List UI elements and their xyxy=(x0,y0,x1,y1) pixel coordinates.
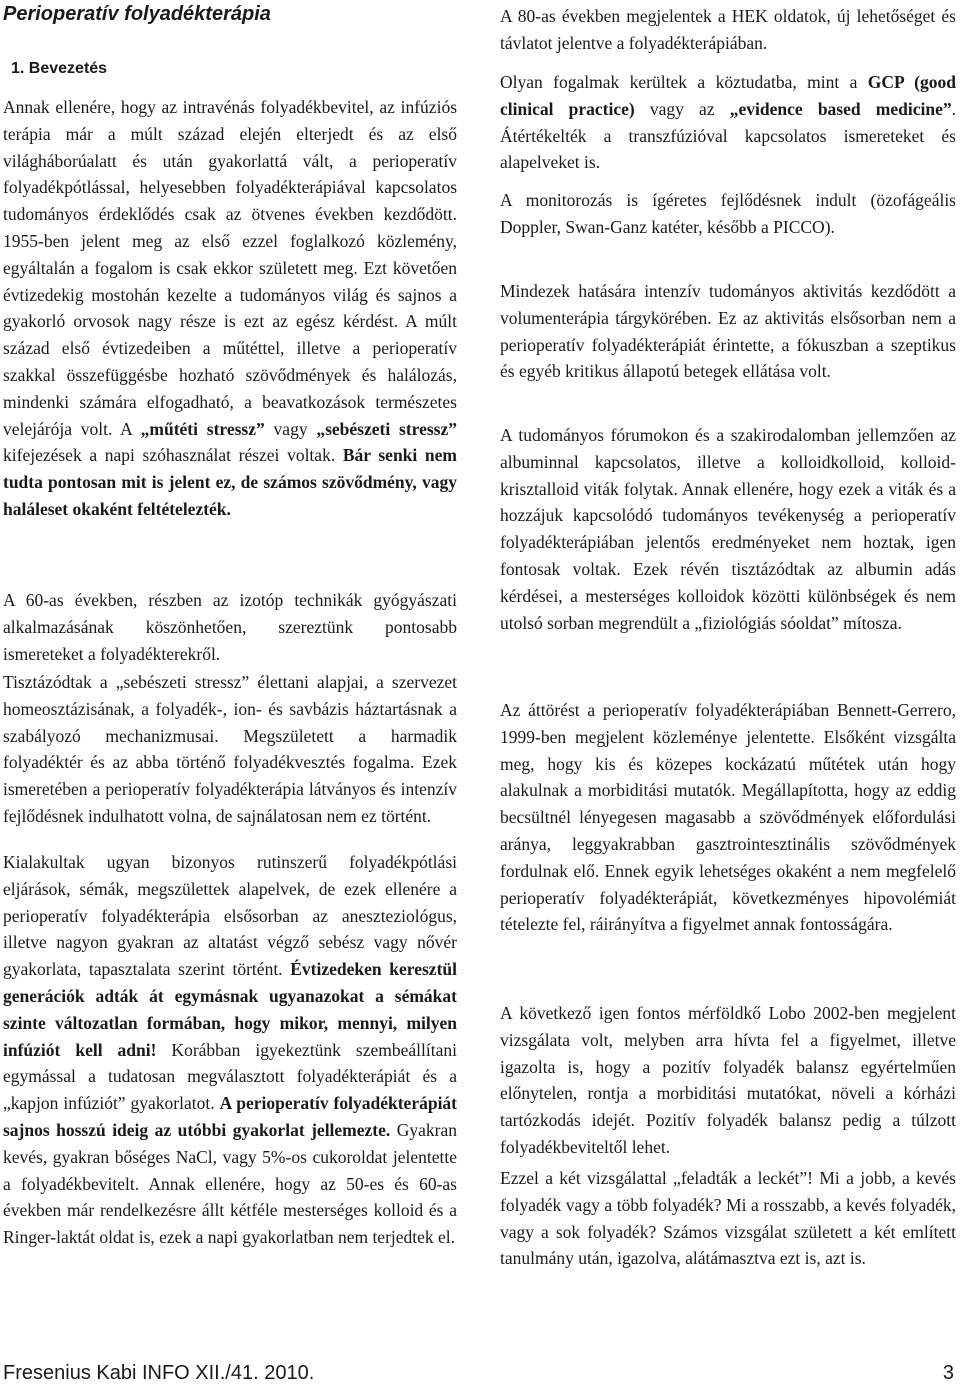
paragraph-conclusion: Ezzel a két vizsgálattal „feladták a leckét”! Mi a jobb, a kevés folyadék vagy a több folyadék? Mi a rosszabb, a kevés folyadék, vagy a sok folyadék? Számos vizsgálat született a két említett tanulmány után, igazolva, alátámasztva ezt is, azt is. xyxy=(500,1168,956,1269)
text-run: Korábban igyekeztünk szembeállítani egymással a tudatosan megválasztott folyadékterápiát és a „kapjon infúziót” gyakorlatot. xyxy=(3,1039,457,1114)
page-title: Perioperatív folyadékterápia xyxy=(3,3,271,25)
text-run: GCP (good clinical practice) xyxy=(500,72,956,119)
section-heading: 1. Bevezetés xyxy=(11,60,108,77)
paragraph-albumin: A tudományos fórumokon és a szakirodalomban jellemzően az albuminnal kapcsolatos, illetve a kolloidkolloid, kolloid-krisztalloid viták folytak. Annak ellenére, hogy ezek a viták és a hozzájuk kapcsolódó tudományos tevékenység a perioperatív folyadékterápiában jelentős eredményeket nem hoztak, igen fontosak voltak. Ezek révén tisztázódtak az albumin adás kérdései, a mesterséges kolloidok közötti különbségek és nem utolsó sorban megrendült a „fiziológiás sóoldat” mítosza. xyxy=(500,425,956,633)
text-run: Bár senki nem tudta pontosan mit is jelent ez, de számos szövődmény, vagy haláleset okaként feltételezték. xyxy=(3,445,457,519)
text-run: Évtizedeken keresztül generációk adták át egymásnak ugyanazokat a sémákat szinte változatlan formában, hogy mikor, mennyi, milyen infúziót kell adni! xyxy=(3,959,458,1060)
paragraph-gcp xyxy=(500,69,956,176)
paragraph-60s: A 60-as években, részben az izotóp technikák gyógyászati alkalmazásának köszönhetően, szereztünk pontosabb ismereteket a folyadékterekről. xyxy=(3,590,457,664)
text-run: Kialakultak ugyan bizonyos rutinszerű folyadékpótlási eljárások, sémák, megszülettek alapelvek, de ezek ellenére a perioperatív folyadékterápia elsősorban az aneszteziológus, illetve nagyon gyakran az altatást végző sebész vagy nővér gyakorlata, tapasztalata szerint történt. xyxy=(3,852,457,980)
text-run: vagy az xyxy=(634,98,730,119)
text-run: kifejezések a napi szóhasználat részei voltak. xyxy=(3,445,343,466)
text-run: „evidence based medicine” xyxy=(729,98,952,119)
footer-publication: Fresenius Kabi INFO XII./41. 2010. xyxy=(3,1362,315,1384)
paragraph-hek: A 80-as években megjelentek a HEK oldatok, új lehetőséget és távlatot jelentve a folyadékterápiában. xyxy=(500,6,956,53)
paragraph-volume-therapy: Mindezek hatására intenzív tudományos aktivitás kezdődött a volumenterápia tárgykörében. Ez az aktivitás elsősorban nem a perioperatív folyadékterápiát érintette, a fókuszban a szeptikus és egyéb kritikus állapotú betegek ellátása volt. xyxy=(500,281,956,382)
paragraph-bennett-gerrero: Az áttörést a perioperatív folyadékterápiában Bennett-Gerrero, 1999-ben megjelent közleménye jelentette. Elsőként vizsgálta meg, hogy kis és közepes kockázatú műtétek után hogy alakulnak a morbiditási mutatók. Megállapította, hogy az eddig becsültnél lényegesen magasabb a szövődmények előfordulási aránya, leggyakrabban gasztrointesztinális szövődmények fordulnak elő. Ennek egyik lehetséges okaként a nem megfelelő perioperatív folyadékterápiát, következményes hipovolémiát tételezte fel, ráirányítva a figyelmet annak fontosságára. xyxy=(500,700,956,935)
paragraph-lobo: A következő igen fontos mérföldkő Lobo 2002-ben megjelent vizsgálata volt, melyben arra hívta fel a figyelmet, illetve igazolta is, hogy a pozitív folyadék balansz egyértelműen előnytelen, rontja a morbiditási mutatókat, növeli a kórházi tartózkodás idejét. Pozitív folyadék balansz pedig a túlzott folyadékbeviteltől lehet. xyxy=(500,1003,956,1157)
text-run: Annak ellenére, hogy az intravénás folyadékbevitel, az infúziós terápia már a múlt század elején elterjedt és az első világháborúalatt és után gyakorlattá vált, a perioperatív folyadékpótlással, helyesebben folyadékterápiával kapcsolatos tudományos érdeklődés csak az ötvenes években kezdődött. 1955-ben jelent meg az első ezzel foglalkozó közlemény, egyáltalán a fogalom is csak ekkor született meg. Ezt követően évtizedekig mostohán kezelte a tudományos világ és sajnos a gyakorló orvosok nagy része is ezt az egész kérdést. A múlt század első évtizedeiben a műtéttel, illetve a perioperatív szakkal összefüggésbe hozható szövődmények és halálozás, mindenki számára elfogadható, a beavatkozások természetes velejárója volt. A xyxy=(3,97,457,439)
paragraph-monitoring: A monitorozás is ígéretes fejlődésnek indult (özofágeális Doppler, Swan-Ganz katéter, később a PICCO). xyxy=(500,190,956,237)
text-run: „sebészeti stressz” xyxy=(316,418,457,439)
paragraph-routine xyxy=(3,849,457,1251)
paragraph-intro xyxy=(3,94,457,523)
text-run: Gyakran kevés, gyakran bőséges NaCl, vagy 5%-os cukoroldat jelentette a folyadékbevitelt. Annak ellenére, hogy az 50-es és 60-as években már rendelkezésre állt kétféle mesterséges kolloid és a Ringer-laktát oldat is, ezek a napi gyakorlatban nem terjedtek el. xyxy=(3,1119,457,1248)
text-run: Olyan fogalmak kerültek a köztudatba, mint a xyxy=(500,72,868,92)
text-run: vagy xyxy=(264,418,317,439)
paragraph-stress: Tisztázódtak a „sebészeti stressz” élettani alapjai, a szervezet homeosztázisának, a folyadék-, ion- és savbázis háztartásnak a szabályozó mechanizmusai. Megszületett a harmadik folyadéktér és az abba történő folyadékvesztés fogalma. Ezek ismeretében a perioperatív folyadékterápia látványos és intenzív fejlődésnek indulhatott volna, de sajnálatosan nem ez történt. xyxy=(3,672,457,826)
page-number: 3 xyxy=(942,1362,954,1384)
text-run: „műtéti stressz” xyxy=(140,418,265,439)
text-run: . Átértékelték a transzfúzióval kapcsolatos ismereteket és alapelveket is. xyxy=(500,98,956,173)
text-run: A perioperatív folyadékterápiát sajnos hosszú ideig az utóbbi gyakorlat jellemezte. xyxy=(3,1093,458,1140)
